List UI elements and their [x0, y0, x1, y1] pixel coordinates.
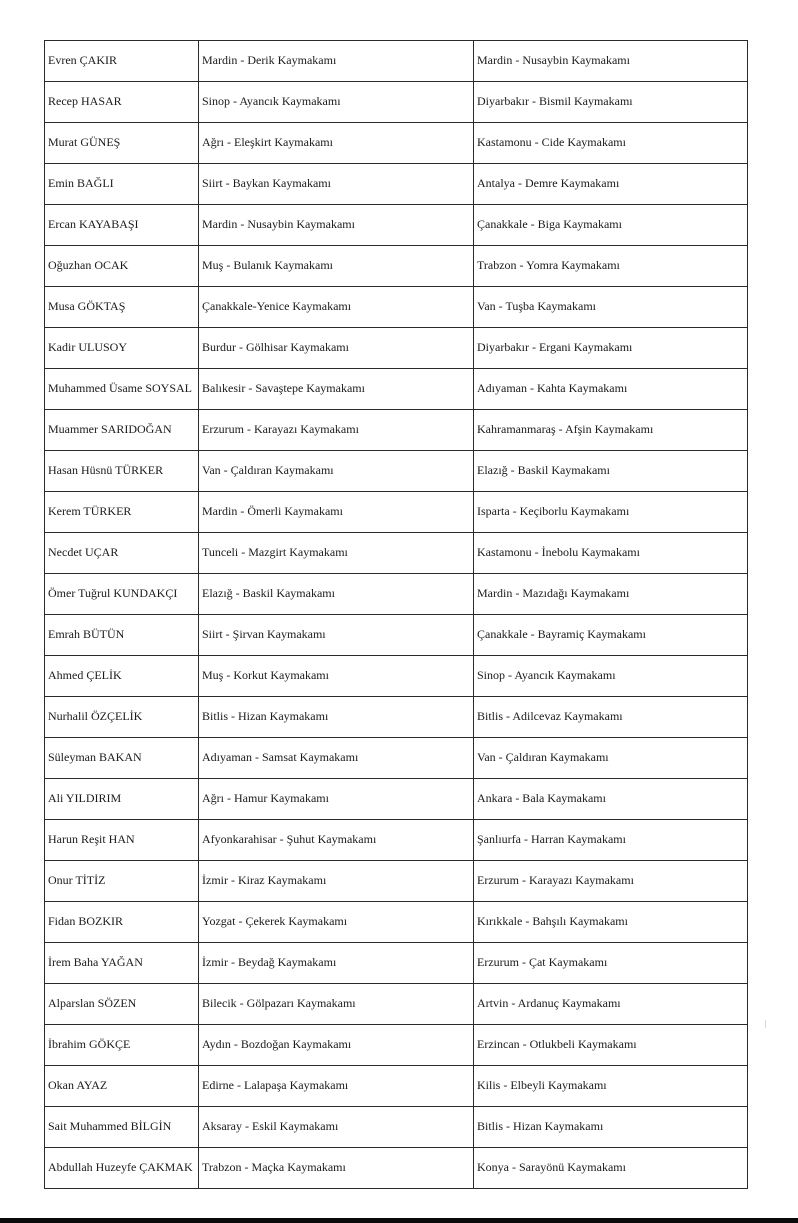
official-name-cell: Oğuzhan OCAK — [45, 246, 199, 287]
official-name-cell: Musa GÖKTAŞ — [45, 287, 199, 328]
table-row — [45, 738, 748, 779]
current-post-cell: Muş - Bulanık Kaymakamı — [199, 246, 474, 287]
table-row — [45, 820, 748, 861]
official-name-cell: Ali YILDIRIM — [45, 779, 199, 820]
current-post-cell: Balıkesir - Savaştepe Kaymakamı — [199, 369, 474, 410]
current-post-cell: Yozgat - Çekerek Kaymakamı — [199, 902, 474, 943]
table-row — [45, 697, 748, 738]
table-row — [45, 615, 748, 656]
official-name-cell: Ömer Tuğrul KUNDAKÇI — [45, 574, 199, 615]
current-post-cell: Burdur - Gölhisar Kaymakamı — [199, 328, 474, 369]
new-post-cell: Mardin - Nusaybin Kaymakamı — [474, 41, 748, 82]
official-name-cell: Kerem TÜRKER — [45, 492, 199, 533]
current-post-cell: Sinop - Ayancık Kaymakamı — [199, 82, 474, 123]
table-row — [45, 328, 748, 369]
current-post-cell: Tunceli - Mazgirt Kaymakamı — [199, 533, 474, 574]
official-name-cell: Hasan Hüsnü TÜRKER — [45, 451, 199, 492]
new-post-cell: Mardin - Mazıdağı Kaymakamı — [474, 574, 748, 615]
table-row — [45, 492, 748, 533]
official-name-cell: Harun Reşit HAN — [45, 820, 199, 861]
table-row — [45, 656, 748, 697]
current-post-cell: Erzurum - Karayazı Kaymakamı — [199, 410, 474, 451]
new-post-cell: Artvin - Ardanuç Kaymakamı — [474, 984, 748, 1025]
table-row — [45, 410, 748, 451]
current-post-cell: Muş - Korkut Kaymakamı — [199, 656, 474, 697]
current-post-cell: Siirt - Baykan Kaymakamı — [199, 164, 474, 205]
scan-speck — [765, 1020, 766, 1028]
new-post-cell: Adıyaman - Kahta Kaymakamı — [474, 369, 748, 410]
official-name-cell: Fidan BOZKIR — [45, 902, 199, 943]
current-post-cell: Mardin - Nusaybin Kaymakamı — [199, 205, 474, 246]
table-row — [45, 943, 748, 984]
official-name-cell: Muammer SARIDOĞAN — [45, 410, 199, 451]
new-post-cell: Çanakkale - Bayramiç Kaymakamı — [474, 615, 748, 656]
official-name-cell: İbrahim GÖKÇE — [45, 1025, 199, 1066]
table-row — [45, 164, 748, 205]
current-post-cell: Aydın - Bozdoğan Kaymakamı — [199, 1025, 474, 1066]
new-post-cell: Şanlıurfa - Harran Kaymakamı — [474, 820, 748, 861]
table-row — [45, 984, 748, 1025]
official-name-cell: Recep HASAR — [45, 82, 199, 123]
new-post-cell: Kastamonu - Cide Kaymakamı — [474, 123, 748, 164]
current-post-cell: İzmir - Beydağ Kaymakamı — [199, 943, 474, 984]
table-row — [45, 779, 748, 820]
current-post-cell: İzmir - Kiraz Kaymakamı — [199, 861, 474, 902]
table-row — [45, 1148, 748, 1189]
table-row — [45, 451, 748, 492]
new-post-cell: Kahramanmaraş - Afşin Kaymakamı — [474, 410, 748, 451]
new-post-cell: Erzurum - Karayazı Kaymakamı — [474, 861, 748, 902]
table-row — [45, 287, 748, 328]
current-post-cell: Trabzon - Maçka Kaymakamı — [199, 1148, 474, 1189]
new-post-cell: Elazığ - Baskil Kaymakamı — [474, 451, 748, 492]
official-name-cell: Onur TİTİZ — [45, 861, 199, 902]
official-name-cell: Alparslan SÖZEN — [45, 984, 199, 1025]
official-name-cell: Okan AYAZ — [45, 1066, 199, 1107]
current-post-cell: Van - Çaldıran Kaymakamı — [199, 451, 474, 492]
new-post-cell: Çanakkale - Biga Kaymakamı — [474, 205, 748, 246]
new-post-cell: Bitlis - Adilcevaz Kaymakamı — [474, 697, 748, 738]
new-post-cell: Kastamonu - İnebolu Kaymakamı — [474, 533, 748, 574]
new-post-cell: Diyarbakır - Bismil Kaymakamı — [474, 82, 748, 123]
table-row — [45, 1107, 748, 1148]
current-post-cell: Afyonkarahisar - Şuhut Kaymakamı — [199, 820, 474, 861]
current-post-cell: Ağrı - Hamur Kaymakamı — [199, 779, 474, 820]
table-row — [45, 246, 748, 287]
table-row — [45, 82, 748, 123]
current-post-cell: Edirne - Lalapaşa Kaymakamı — [199, 1066, 474, 1107]
current-post-cell: Çanakkale-Yenice Kaymakamı — [199, 287, 474, 328]
official-name-cell: Ahmed ÇELİK — [45, 656, 199, 697]
table-row — [45, 123, 748, 164]
official-name-cell: Emrah BÜTÜN — [45, 615, 199, 656]
new-post-cell: Antalya - Demre Kaymakamı — [474, 164, 748, 205]
official-name-cell: Abdullah Huzeyfe ÇAKMAK — [45, 1148, 199, 1189]
table-row — [45, 1025, 748, 1066]
new-post-cell: Kilis - Elbeyli Kaymakamı — [474, 1066, 748, 1107]
current-post-cell: Bitlis - Hizan Kaymakamı — [199, 697, 474, 738]
table-row — [45, 861, 748, 902]
new-post-cell: Erzincan - Otlukbeli Kaymakamı — [474, 1025, 748, 1066]
table-row — [45, 205, 748, 246]
current-post-cell: Adıyaman - Samsat Kaymakamı — [199, 738, 474, 779]
new-post-cell: Erzurum - Çat Kaymakamı — [474, 943, 748, 984]
official-name-cell: İrem Baha YAĞAN — [45, 943, 199, 984]
current-post-cell: Ağrı - Eleşkirt Kaymakamı — [199, 123, 474, 164]
official-name-cell: Sait Muhammed BİLGİN — [45, 1107, 199, 1148]
official-name-cell: Kadir ULUSOY — [45, 328, 199, 369]
new-post-cell: Sinop - Ayancık Kaymakamı — [474, 656, 748, 697]
official-name-cell: Necdet UÇAR — [45, 533, 199, 574]
new-post-cell: Van - Tuşba Kaymakamı — [474, 287, 748, 328]
official-name-cell: Murat GÜNEŞ — [45, 123, 199, 164]
new-post-cell: Bitlis - Hizan Kaymakamı — [474, 1107, 748, 1148]
table-row — [45, 533, 748, 574]
new-post-cell: Kırıkkale - Bahşılı Kaymakamı — [474, 902, 748, 943]
official-name-cell: Nurhalil ÖZÇELİK — [45, 697, 199, 738]
official-name-cell: Evren ÇAKIR — [45, 41, 199, 82]
official-name-cell: Ercan KAYABAŞI — [45, 205, 199, 246]
current-post-cell: Aksaray - Eskil Kaymakamı — [199, 1107, 474, 1148]
appointment-table-body — [45, 41, 748, 1189]
current-post-cell: Elazığ - Baskil Kaymakamı — [199, 574, 474, 615]
current-post-cell: Mardin - Derik Kaymakamı — [199, 41, 474, 82]
new-post-cell: Van - Çaldıran Kaymakamı — [474, 738, 748, 779]
table-row — [45, 902, 748, 943]
scan-bottom-edge — [0, 1218, 798, 1223]
official-name-cell: Muhammed Üsame SOYSAL — [45, 369, 199, 410]
table-row — [45, 41, 748, 82]
new-post-cell: Isparta - Keçiborlu Kaymakamı — [474, 492, 748, 533]
new-post-cell: Konya - Sarayönü Kaymakamı — [474, 1148, 748, 1189]
current-post-cell: Mardin - Ömerli Kaymakamı — [199, 492, 474, 533]
current-post-cell: Siirt - Şirvan Kaymakamı — [199, 615, 474, 656]
official-name-cell: Süleyman BAKAN — [45, 738, 199, 779]
appointment-table — [44, 40, 748, 1189]
table-row — [45, 574, 748, 615]
official-name-cell: Emin BAĞLI — [45, 164, 199, 205]
new-post-cell: Trabzon - Yomra Kaymakamı — [474, 246, 748, 287]
table-row — [45, 1066, 748, 1107]
current-post-cell: Bilecik - Gölpazarı Kaymakamı — [199, 984, 474, 1025]
new-post-cell: Ankara - Bala Kaymakamı — [474, 779, 748, 820]
table-row — [45, 369, 748, 410]
new-post-cell: Diyarbakır - Ergani Kaymakamı — [474, 328, 748, 369]
